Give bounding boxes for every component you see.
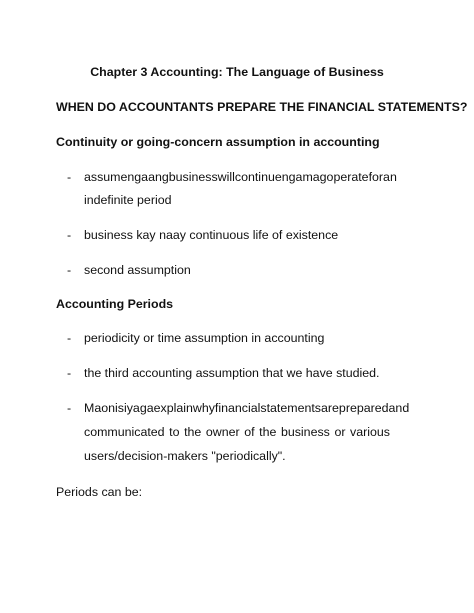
question-heading: WHEN DO ACCOUNTANTS PREPARE THE FINANCIAL STATEMENTS? xyxy=(56,100,468,114)
word: continue xyxy=(234,170,282,184)
word: assume xyxy=(84,170,128,184)
accounting-periods-heading: Accounting Periods xyxy=(56,297,174,311)
word: and xyxy=(388,401,410,415)
word: ga xyxy=(139,401,154,415)
word: of xyxy=(244,425,255,439)
bullet-dash: - xyxy=(67,366,72,380)
word: explain xyxy=(153,401,193,415)
bullet-dash: - xyxy=(67,263,72,277)
word: are xyxy=(321,401,339,415)
document-title: Chapter 3 Accounting: The Language of Business xyxy=(90,65,384,79)
word: nga xyxy=(127,170,149,184)
list-item-continuation xyxy=(84,425,390,439)
word: Mao xyxy=(84,401,109,415)
word: mag xyxy=(302,170,327,184)
word: ni xyxy=(108,401,118,415)
word: for xyxy=(368,170,384,184)
word: or xyxy=(334,425,346,439)
word: to xyxy=(169,425,180,439)
word: owner xyxy=(205,425,240,439)
word: nga xyxy=(281,170,303,184)
word: prepared xyxy=(338,401,389,415)
periods-intro-text: Periods can be: xyxy=(56,485,143,499)
word: an xyxy=(383,170,397,184)
word: communicated xyxy=(84,425,165,439)
word: the xyxy=(259,425,277,439)
word: financial xyxy=(214,401,261,415)
list-item-text: second assumption xyxy=(84,263,191,277)
bullet-dash: - xyxy=(67,401,72,415)
continuity-heading: Continuity or going-concern assumption in accounting xyxy=(56,135,380,149)
list-item-text: business kay naay continuous life of existence xyxy=(84,228,339,242)
word: will xyxy=(217,170,235,184)
word: the xyxy=(184,425,202,439)
bullet-dash: - xyxy=(67,228,72,242)
word: various xyxy=(350,425,390,439)
word: siya xyxy=(117,401,140,415)
word: operate xyxy=(326,170,369,184)
list-item-text: periodicity or time assumption in accounting xyxy=(84,331,325,345)
word: ang xyxy=(148,170,169,184)
word: business xyxy=(280,425,330,439)
bullet-dash: - xyxy=(67,170,72,184)
list-item-text xyxy=(84,401,410,415)
bullet-dash: - xyxy=(67,331,72,345)
word: business xyxy=(168,170,218,184)
list-item-text xyxy=(84,170,397,184)
list-item-continuation: users/decision-makers "periodically". xyxy=(84,449,286,463)
word: statements xyxy=(260,401,321,415)
list-item-continuation: indefinite period xyxy=(84,193,172,207)
word: why xyxy=(192,401,215,415)
list-item-text: the third accounting assumption that we have studied. xyxy=(84,366,380,380)
